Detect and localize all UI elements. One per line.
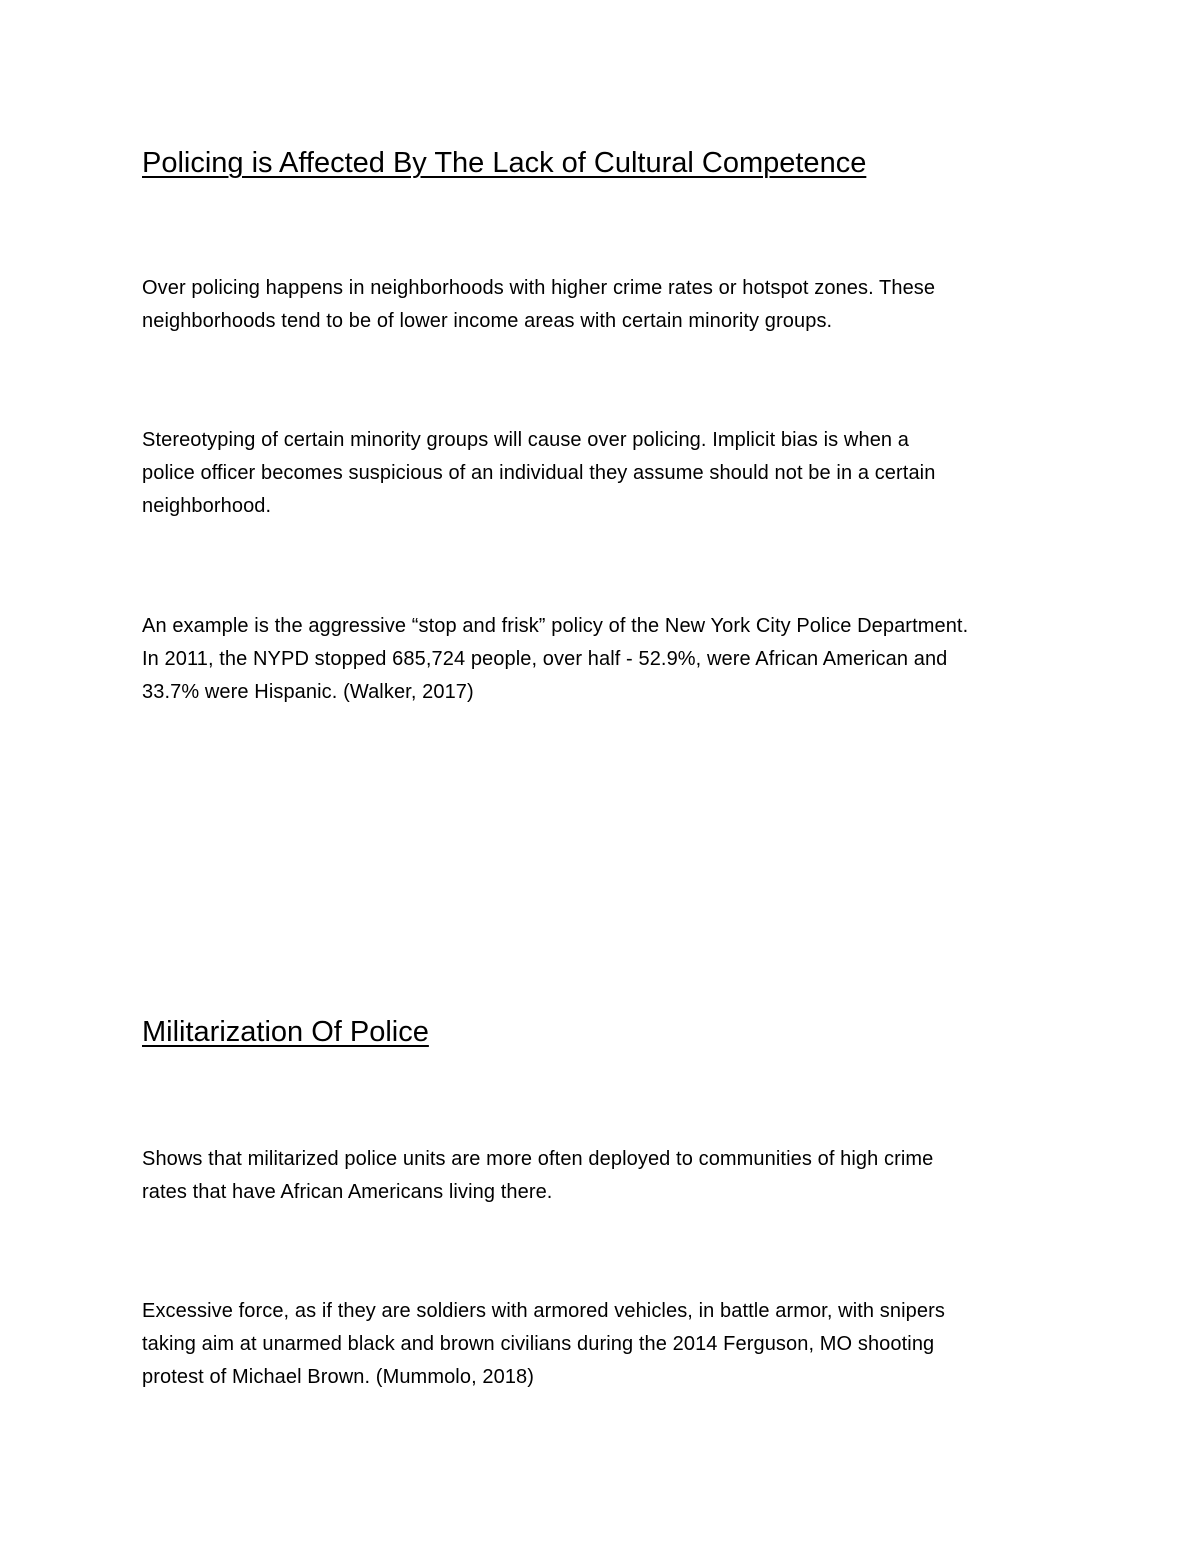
paragraph-stereotyping: [142, 424, 1072, 523]
section-heading-militarization: Militarization Of Police: [142, 1016, 429, 1048]
text-line: neighborhood.: [142, 495, 272, 517]
text-line: Over policing happens in neighborhoods with higher crime rates or hotspot zones. These: [142, 277, 936, 299]
paragraph-excessive-force: [142, 1295, 1072, 1394]
paragraph-over-policing: [142, 272, 1072, 338]
text-line: An example is the aggressive “stop and frisk” policy of the New York City Police Department.: [142, 615, 969, 637]
text-line: Shows that militarized police units are more often deployed to communities of high crime: [142, 1148, 934, 1170]
text-line: 33.7% were Hispanic. (Walker, 2017): [142, 681, 474, 703]
text-line: Excessive force, as if they are soldiers with armored vehicles, in battle armor, with snipers: [142, 1300, 945, 1322]
text-line: protest of Michael Brown. (Mummolo, 2018): [142, 1366, 535, 1388]
text-line: neighborhoods tend to be of lower income areas with certain minority groups.: [142, 310, 833, 332]
text-line: police officer becomes suspicious of an individual they assume should not be in a certain: [142, 462, 936, 484]
text-line: Stereotyping of certain minority groups will cause over policing. Implicit bias is when a: [142, 429, 910, 451]
text-line: taking aim at unarmed black and brown civilians during the 2014 Ferguson, MO shooting: [142, 1333, 935, 1355]
text-line: rates that have African Americans living there.: [142, 1181, 553, 1203]
section-heading-cultural-competence: Policing is Affected By The Lack of Cultural Competence: [142, 147, 867, 179]
paragraph-militarized-units: [142, 1143, 1072, 1209]
text-line: In 2011, the NYPD stopped 685,724 people, over half - 52.9%, were African American and: [142, 648, 948, 670]
paragraph-stop-and-frisk: [142, 610, 1072, 709]
